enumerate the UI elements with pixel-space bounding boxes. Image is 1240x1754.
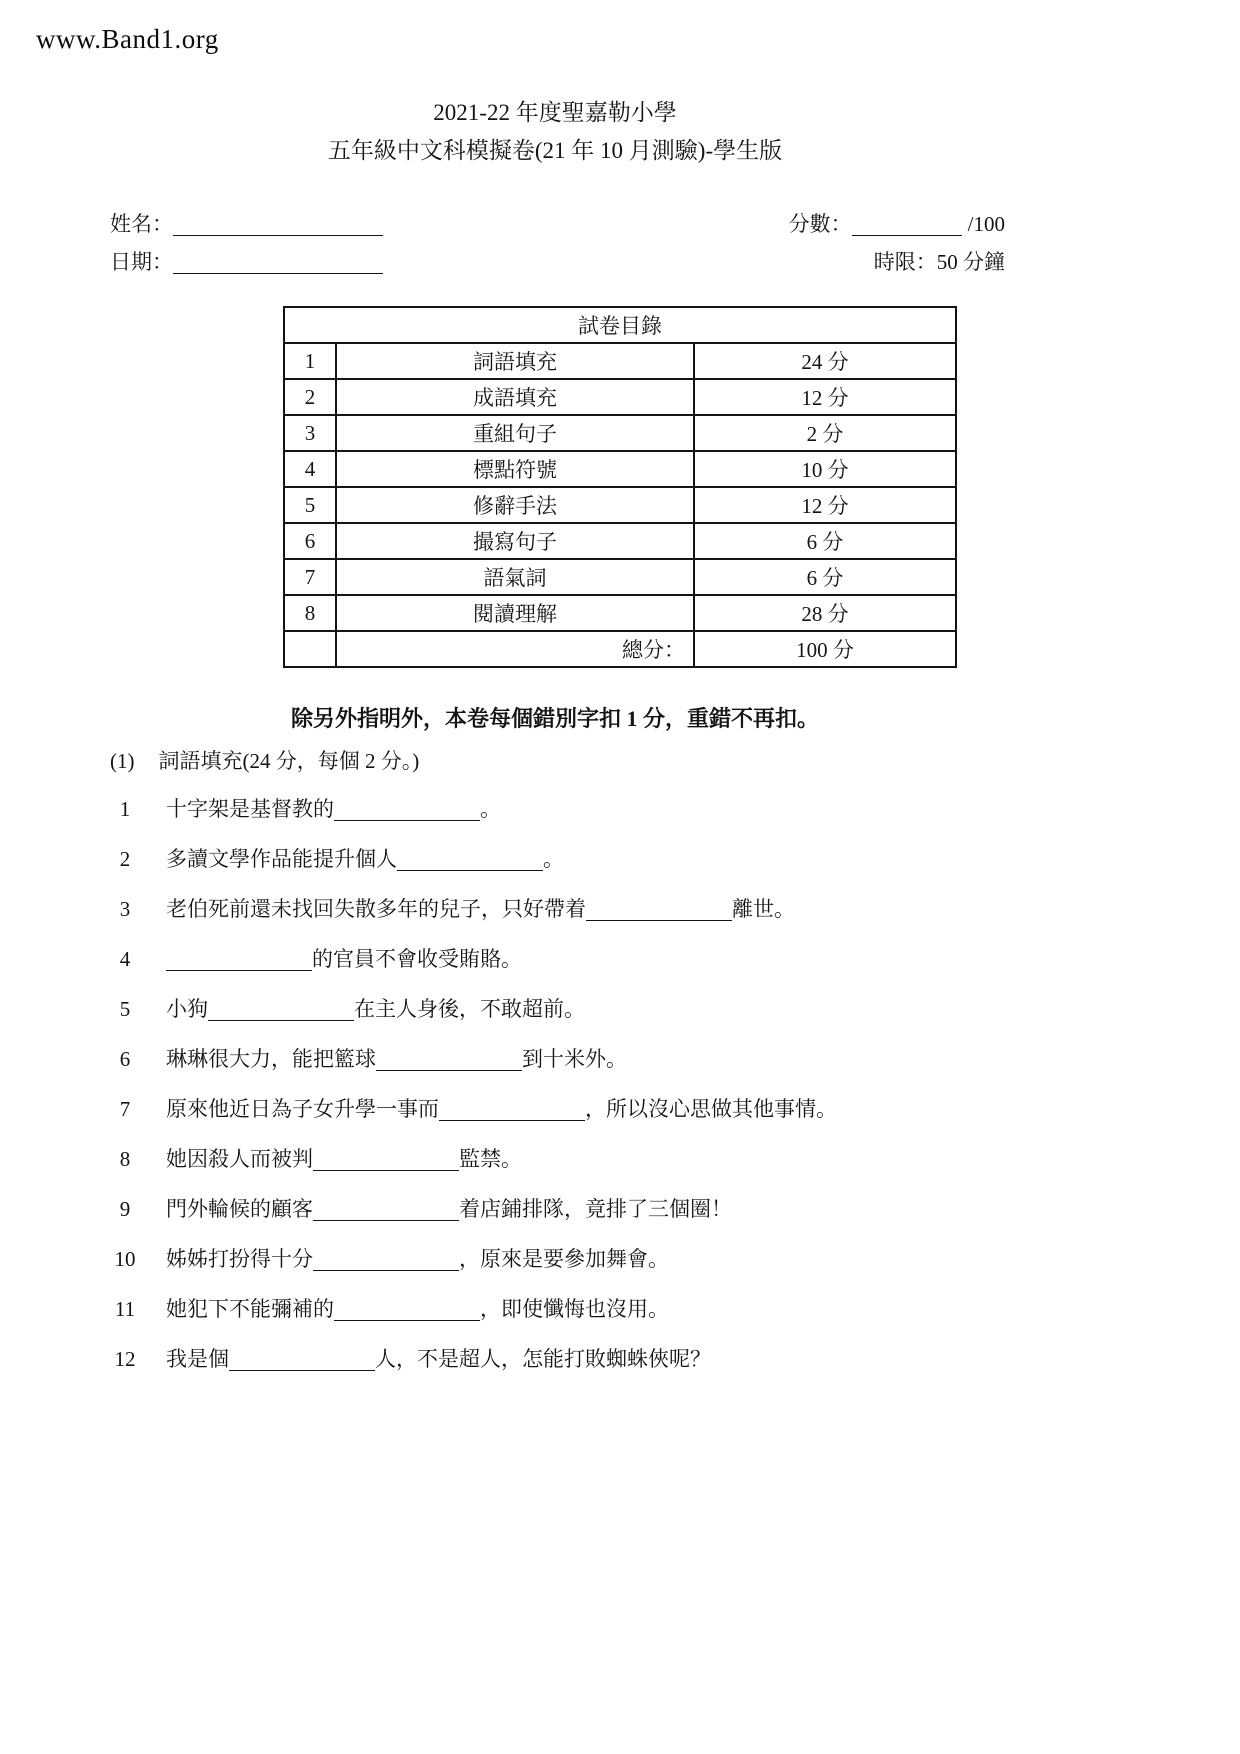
toc-row-num: 3 (284, 415, 336, 451)
answer-blank-10[interactable] (313, 1249, 459, 1271)
score-blank[interactable] (852, 214, 962, 236)
toc-row-name: 重組句子 (336, 415, 694, 451)
question-post-text: 監禁。 (459, 1147, 522, 1171)
date-blank[interactable] (173, 252, 383, 274)
answer-blank-5[interactable] (208, 999, 354, 1021)
exam-title: 2021-22 年度聖嘉勒小學 (433, 100, 677, 125)
question-pre-text: 十字架是基督教的 (166, 797, 334, 821)
toc-row-name: 標點符號 (336, 451, 694, 487)
question-number: 3 (119, 897, 131, 921)
answer-blank-12[interactable] (229, 1349, 375, 1371)
answer-blank-1[interactable] (334, 799, 480, 821)
question-post-text: 離世。 (732, 897, 795, 921)
toc-total-label: 總分： (336, 631, 694, 667)
answer-blank-7[interactable] (439, 1099, 585, 1121)
question-text (166, 1347, 711, 1371)
question-list (0, 784, 1240, 1384)
question-post-text: 。 (480, 797, 501, 821)
question-number: 6 (119, 1047, 131, 1071)
question-pre-text: 老伯死前還未找回失散多年的兒子，只好帶着 (166, 897, 586, 921)
question-post-text: 到十米外。 (522, 1047, 627, 1071)
question-pre-text: 我是個 (166, 1347, 229, 1371)
question-text (166, 1297, 669, 1321)
toc-total-row (284, 631, 956, 667)
question-10 (112, 1234, 1240, 1284)
question-9 (112, 1184, 1240, 1234)
toc-row-num: 2 (284, 379, 336, 415)
question-11 (112, 1284, 1240, 1334)
question-post-text: ，所以沒心思做其他事情。 (585, 1097, 837, 1121)
toc-row-score: 12 分 (694, 487, 956, 523)
toc-row-score: 28 分 (694, 595, 956, 631)
toc-row-name: 撮寫句子 (336, 523, 694, 559)
question-3 (112, 884, 1240, 934)
section1-heading (110, 744, 1240, 778)
toc-row-3 (284, 415, 956, 451)
toc-row-num: 7 (284, 559, 336, 595)
answer-blank-9[interactable] (313, 1199, 459, 1221)
answer-blank-3[interactable] (586, 899, 732, 921)
date-label: 日期： (110, 250, 173, 274)
question-number: 11 (114, 1297, 136, 1321)
question-post-text: 的官員不會收受賄賂。 (312, 947, 522, 971)
question-pre-text: 她犯下不能彌補的 (166, 1297, 334, 1321)
toc-row-name: 成語填充 (336, 379, 694, 415)
toc-row-8 (284, 595, 956, 631)
question-pre-text: 小狗 (166, 997, 208, 1021)
question-text (166, 1097, 837, 1121)
question-post-text: ，原來是要參加舞會。 (459, 1247, 669, 1271)
question-number: 7 (119, 1097, 131, 1121)
time-limit-label: 時限：50 分鐘 (873, 250, 1005, 274)
question-text (166, 1147, 522, 1171)
question-2 (112, 834, 1240, 884)
question-12 (112, 1334, 1240, 1384)
toc-row-score: 6 分 (694, 523, 956, 559)
student-info-block (110, 208, 1005, 276)
toc-row-2 (284, 379, 956, 415)
question-post-text: 在主人身後，不敢超前。 (354, 997, 585, 1021)
toc-row-num: 8 (284, 595, 336, 631)
question-number: 2 (119, 847, 131, 871)
question-number: 9 (119, 1197, 131, 1221)
answer-blank-4[interactable] (166, 949, 312, 971)
toc-row-name: 修辭手法 (336, 487, 694, 523)
section1-number: (1) (110, 749, 135, 773)
name-label: 姓名： (110, 212, 173, 236)
question-text (166, 847, 564, 871)
answer-blank-6[interactable] (376, 1049, 522, 1071)
toc-row-1 (284, 343, 956, 379)
question-number: 5 (119, 997, 131, 1021)
toc-row-6 (284, 523, 956, 559)
question-text (166, 897, 795, 921)
toc-row-score: 10 分 (694, 451, 956, 487)
score-denominator: /100 (967, 212, 1005, 236)
info-row-1 (110, 208, 1005, 238)
question-number: 12 (114, 1347, 136, 1371)
toc-row-name: 語氣詞 (336, 559, 694, 595)
name-blank[interactable] (173, 214, 383, 236)
question-pre-text: 她因殺人而被判 (166, 1147, 313, 1171)
toc-row-4 (284, 451, 956, 487)
question-text (166, 947, 522, 971)
toc-total-empty-cell (284, 631, 336, 667)
question-text (166, 1197, 732, 1221)
score-field (789, 208, 1005, 238)
toc-row-num: 1 (284, 343, 336, 379)
toc-title: 試卷目錄 (284, 307, 956, 343)
score-label: 分數： (788, 212, 852, 236)
toc-row-num: 5 (284, 487, 336, 523)
toc-row-name: 閱讀理解 (336, 595, 694, 631)
info-row-2 (110, 246, 1005, 276)
section1-title: 詞語填充(24 分，每個 2 分。) (158, 749, 420, 773)
question-pre-text: 姊姊打扮得十分 (166, 1247, 313, 1271)
exam-subtitle: 五年級中文科模擬卷(21 年 10 月測驗)-學生版 (327, 138, 783, 163)
question-1 (112, 784, 1240, 834)
question-6 (112, 1034, 1240, 1084)
question-post-text: 人，不是超人，怎能打敗蜘蛛俠呢？ (375, 1347, 711, 1371)
toc-row-num: 4 (284, 451, 336, 487)
question-5 (112, 984, 1240, 1034)
question-pre-text: 門外輪候的顧客 (166, 1197, 313, 1221)
question-pre-text: 琳琳很大力，能把籃球 (166, 1047, 376, 1071)
question-8 (112, 1134, 1240, 1184)
time-limit-field (874, 246, 1005, 276)
question-text (166, 1047, 627, 1071)
question-pre-text: 多讀文學作品能提升個人 (166, 847, 397, 871)
toc-row-score: 2 分 (694, 415, 956, 451)
question-4 (112, 934, 1240, 984)
toc-row-name: 詞語填充 (336, 343, 694, 379)
toc-row-score: 12 分 (694, 379, 956, 415)
question-number: 4 (119, 947, 131, 971)
toc-header-row (284, 307, 956, 343)
question-text (166, 1247, 669, 1271)
date-field (110, 246, 383, 276)
question-post-text: 着店鋪排隊，竟排了三個圈！ (459, 1197, 732, 1221)
answer-blank-11[interactable] (334, 1299, 480, 1321)
question-7 (112, 1084, 1240, 1134)
question-pre-text: 原來他近日為子女升學一事而 (166, 1097, 439, 1121)
band1-watermark: www.Band1.org (36, 24, 219, 54)
toc-row-5 (284, 487, 956, 523)
toc-row-score: 6 分 (694, 559, 956, 595)
question-post-text: ，即使懺悔也沒用。 (480, 1297, 669, 1321)
answer-blank-2[interactable] (397, 849, 543, 871)
question-number: 1 (119, 797, 131, 821)
question-number: 10 (114, 1247, 136, 1271)
instruction-wrap (0, 704, 1110, 734)
answer-blank-8[interactable] (313, 1149, 459, 1171)
question-number: 8 (119, 1147, 131, 1171)
name-field (110, 208, 383, 238)
toc-row-num: 6 (284, 523, 336, 559)
toc-table (283, 306, 957, 668)
toc-row-score: 24 分 (694, 343, 956, 379)
toc-total-value: 100 分 (694, 631, 956, 667)
penalty-instruction: 除另外指明外，本卷每個錯別字扣 1 分，重錯不再扣。 (290, 706, 819, 731)
question-text (166, 797, 501, 821)
question-post-text: 。 (543, 847, 564, 871)
toc-row-7 (284, 559, 956, 595)
question-text (166, 997, 585, 1021)
